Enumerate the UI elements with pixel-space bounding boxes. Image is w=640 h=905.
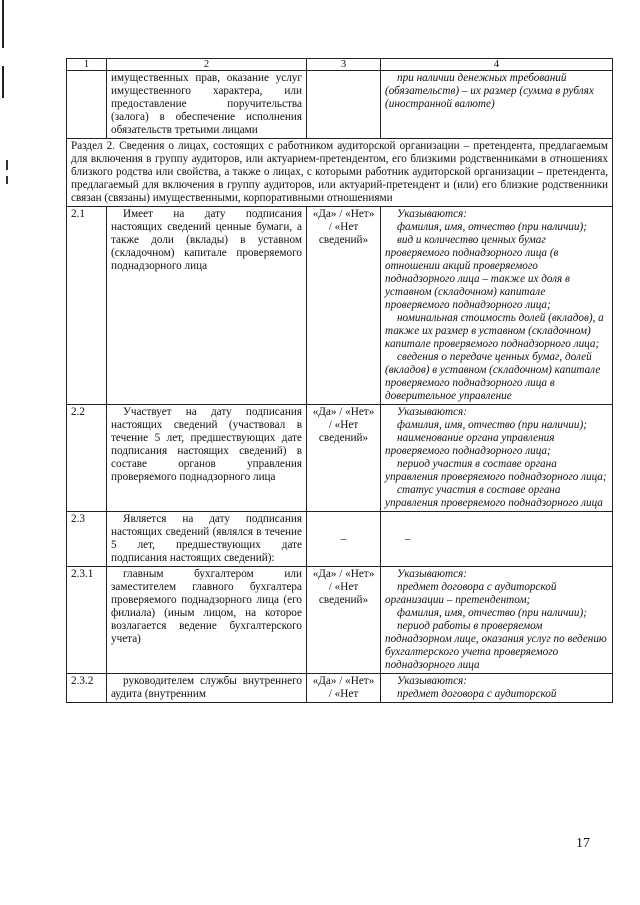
table-row xyxy=(67,405,613,512)
column-number: 3 xyxy=(307,59,381,71)
column-number: 4 xyxy=(381,59,613,71)
instruction-line: сведения о передаче ценных бумаг, долей (вкладов) в уставном (складочном) капитале проверяемого поднадзорного лица в доверительное управление xyxy=(385,351,601,402)
instruction-line: период работы в проверяемом поднадзорном лице, оказания услуг по ведению бухгалтерского учета проверяемого поднадзорного лица xyxy=(385,620,607,671)
row-description: Является на дату подписания настоящих сведений (являлся в течение 5 лет, предшествующих дате подписания настоящих сведений): xyxy=(107,512,307,567)
row-answer: «Да» / «Нет» / «Нет сведений» xyxy=(307,405,381,512)
column-number: 1 xyxy=(67,59,107,71)
instruction-line: при наличии денежных требований (обязательств) – их размер (сумма в рублях (иностранной валюте) xyxy=(385,72,594,110)
binding-mark-dash-2 xyxy=(6,176,8,184)
binding-mark-dash-1 xyxy=(6,160,8,170)
row-description: Участвует на дату подписания настоящих сведений (участвовал в течение 5 лет, предшествующих дате подписания настоящих сведений) в составе органов управления проверяемого поднадзорного лица xyxy=(107,405,307,512)
row-instructions xyxy=(381,71,613,139)
binding-mark-middle xyxy=(2,66,4,98)
row-instructions xyxy=(381,207,613,405)
row-instructions xyxy=(381,674,613,703)
instruction-line: предмет договора с аудиторской xyxy=(397,688,557,700)
instruction-line: Указываются: xyxy=(397,208,467,220)
row-number: 2.3.2 xyxy=(67,674,107,703)
row-instructions: – xyxy=(381,512,613,567)
row-number: 2.2 xyxy=(67,405,107,512)
row-instructions xyxy=(381,567,613,674)
row-answer xyxy=(307,71,381,139)
instruction-line: фамилия, имя, отчество (при наличии); xyxy=(397,221,587,233)
table-row xyxy=(67,567,613,674)
instruction-line: период участия в составе органа управления проверяемого поднадзорного лица; xyxy=(385,458,607,483)
row-description: руководителем службы внутреннего аудита (внутренним xyxy=(107,674,307,703)
instruction-line: Указываются: xyxy=(397,568,467,580)
instruction-line: фамилия, имя, отчество (при наличии); xyxy=(397,419,587,431)
column-number: 2 xyxy=(107,59,307,71)
row-instructions xyxy=(381,405,613,512)
table-row xyxy=(67,71,613,139)
row-number xyxy=(67,71,107,139)
section-heading: Раздел 2. Сведения о лицах, состоящих с работником аудиторской организации – претендента, предлагаемым для включения в группу аудиторов, или актуарием-претендентом, его близкими родственниками в отношениях близкого родства или свойства, а также о лицах, с которыми работник аудиторской организации – претендента, предлагаемый для включения в группу аудиторов, или актуарий-претендент и (или) его близкие родственники связан (связаны) имущественными, корпоративными отношениями xyxy=(67,139,613,207)
row-answer: «Да» / «Нет» / «Нет сведений» xyxy=(307,207,381,405)
row-number: 2.1 xyxy=(67,207,107,405)
row-number: 2.3 xyxy=(67,512,107,567)
instruction-line: наименование органа управления проверяемого поднадзорного лица; xyxy=(385,432,555,457)
row-answer: «Да» / «Нет» / «Нет xyxy=(307,674,381,703)
instruction-line: предмет договора с аудиторской организации – претендентом; xyxy=(385,581,557,606)
row-description: главным бухгалтером или заместителем главного бухгалтера проверяемого поднадзорного лица (его филиала) (иным лицом, на которое возлагается ведение бухгалтерского учета) xyxy=(107,567,307,674)
instruction-line: номинальная стоимость долей (вкладов), а также их размер в уставном (складочном) капитале проверяемого поднадзорного лица; xyxy=(385,312,604,350)
row-description: имущественных прав, оказание услуг имущественного характера, или предоставление поручительства (залога) в обеспечение исполнения обязательств третьими лицами xyxy=(107,71,307,139)
instruction-line: вид и количество ценных бумаг проверяемого поднадзорного лица (в отношении акций проверяемого поднадзорного лица – также их доля в уставном (складочном) капитале проверяемого поднадзорного лица; xyxy=(385,234,570,311)
row-answer: – xyxy=(307,512,381,567)
row-description: Имеет на дату подписания настоящих сведений ценные бумаги, а также доли (вклады) в уставном (складочном) капитале проверяемого поднадзорного лица xyxy=(107,207,307,405)
table-row xyxy=(67,207,613,405)
binding-mark-top xyxy=(2,0,4,48)
row-number: 2.3.1 xyxy=(67,567,107,674)
instruction-line: Указываются: xyxy=(397,675,467,687)
section-row xyxy=(67,139,613,207)
page-number: 17 xyxy=(576,836,590,851)
requirements-table xyxy=(66,58,613,703)
instruction-line: фамилия, имя, отчество (при наличии); xyxy=(397,607,587,619)
table-row xyxy=(67,674,613,703)
instruction-line: Указываются: xyxy=(397,406,467,418)
instruction-line: статус участия в составе органа управления проверяемого поднадзорного лица xyxy=(385,484,603,509)
column-number-row xyxy=(67,59,613,71)
row-answer: «Да» / «Нет» / «Нет сведений» xyxy=(307,567,381,674)
table-row xyxy=(67,512,613,567)
